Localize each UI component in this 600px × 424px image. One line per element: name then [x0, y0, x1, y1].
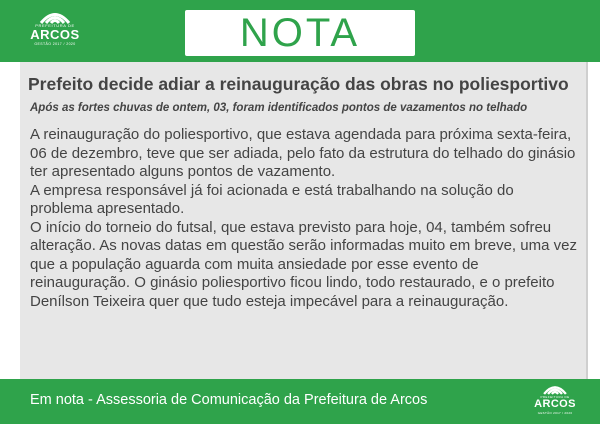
title-box — [185, 10, 415, 56]
paragraph-1: A reinauguração do poliesportivo, que estava agendada para próxima sexta-feira, 06 de dezembro, teve que ser adiada, pelo fato da estrutura do telhado do ginásio ter apresentado alguns pontos de vazamento. — [30, 126, 576, 180]
page-title: NOTA — [239, 11, 361, 55]
content-panel — [20, 62, 588, 379]
arc-waves-icon — [541, 382, 569, 395]
footer-logo — [515, 379, 595, 424]
paragraph-3: O início do torneio do futsal, que estava previsto para hoje, 04, também sofreu alteração. As novas datas em questão serão informadas muito em breve, uma vez que a população aguarda com muita ansiedade por esse evento de reinauguração. O ginásio poliesportivo ficou lindo, todo restaurado, e o prefeito Denílson Teixeira quer que tudo esteja impecável para a reinauguração. — [30, 218, 577, 310]
footer-logo-motto: GESTÃO 2017 / 2020 — [537, 411, 573, 415]
header-bar — [0, 0, 600, 62]
logo-motto: GESTÃO 2017 / 2020 — [34, 42, 76, 46]
paragraph-2: A empresa responsável já foi acionada e está trabalhando na solução do problema apresentado. — [30, 181, 514, 217]
header-logo — [0, 0, 110, 60]
footer-logo-prefix: PREFEITURA DE — [540, 395, 570, 399]
logo-city: ARCOS — [30, 27, 80, 42]
headline: Prefeito decide adiar a reinauguração das obras no poliesportivo — [28, 74, 569, 94]
article-body — [30, 126, 580, 311]
footer-bar — [0, 379, 600, 424]
subheadline: Após as fortes chuvas de ontem, 03, foram identificados pontos de vazamentos no telhado — [30, 102, 528, 114]
logo-prefix: PREFEITURA DE — [35, 23, 75, 28]
footer-logo-city: ARCOS — [534, 398, 576, 410]
footer-credit: Em nota - Assessoria de Comunicação da Prefeitura de Arcos — [30, 392, 428, 408]
arc-waves-icon — [37, 8, 73, 24]
